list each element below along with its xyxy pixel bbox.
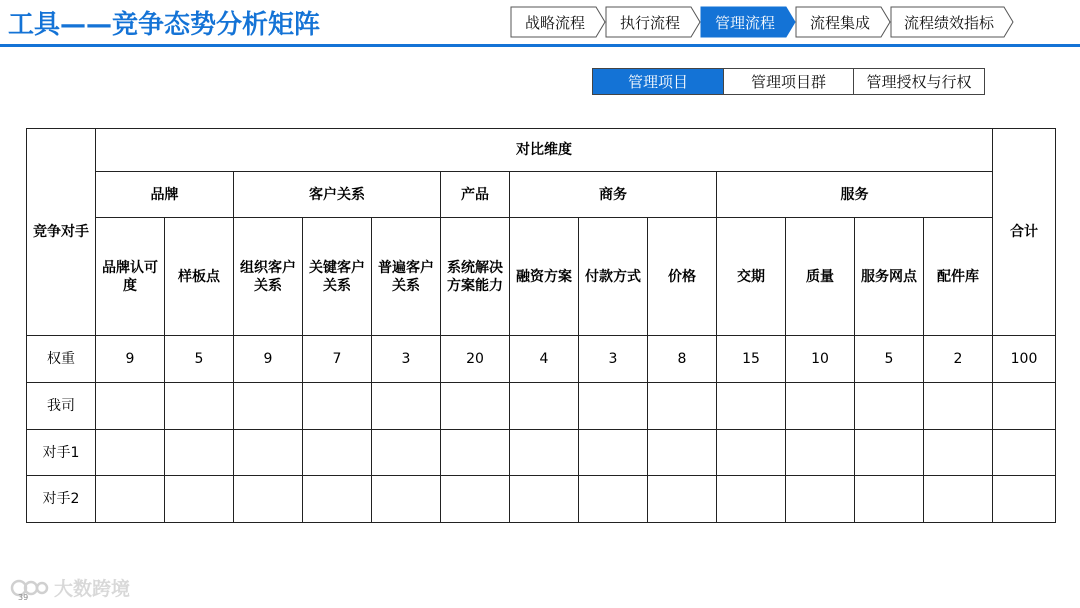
score-cell[interactable]	[717, 383, 786, 430]
score-cell[interactable]	[441, 383, 510, 430]
score-cell[interactable]	[303, 383, 372, 430]
score-cell[interactable]	[372, 476, 441, 523]
weight-cell: 20	[441, 336, 510, 383]
score-cell[interactable]	[510, 430, 579, 476]
weight-cell: 15	[717, 336, 786, 383]
total-header: 合计	[993, 129, 1056, 336]
group-header: 客户关系	[234, 172, 441, 218]
score-cell[interactable]	[96, 430, 165, 476]
chevron-label: 执行流程	[619, 13, 680, 32]
weight-cell: 5	[855, 336, 924, 383]
weight-cell: 3	[372, 336, 441, 383]
row-label: 我司	[27, 383, 96, 430]
weight-cell: 10	[786, 336, 855, 383]
table-row-our-company	[27, 383, 1056, 430]
tab-manage-authorization[interactable]: 管理授权与行权	[854, 69, 984, 94]
chevron-integration[interactable]	[795, 6, 891, 38]
weight-cell: 4	[510, 336, 579, 383]
column-header: 服务网点	[855, 218, 924, 336]
page-title: 工具——竞争态势分析矩阵	[8, 10, 321, 40]
score-cell[interactable]	[441, 430, 510, 476]
tab-manage-program[interactable]: 管理项目群	[724, 69, 854, 94]
score-cell[interactable]	[648, 476, 717, 523]
weight-cell: 8	[648, 336, 717, 383]
sub-tabs	[592, 68, 985, 95]
corner-header: 竞争对手	[27, 129, 96, 336]
score-cell[interactable]	[441, 476, 510, 523]
chevron-label: 战略流程	[524, 13, 585, 32]
column-header: 交期	[717, 218, 786, 336]
score-cell[interactable]	[234, 430, 303, 476]
total-cell[interactable]	[993, 383, 1056, 430]
weight-cell: 7	[303, 336, 372, 383]
score-cell[interactable]	[372, 383, 441, 430]
chevron-management[interactable]	[700, 6, 796, 38]
table-row-competitor-2	[27, 476, 1056, 523]
weight-cell: 5	[165, 336, 234, 383]
score-cell[interactable]	[717, 430, 786, 476]
total-cell[interactable]	[993, 476, 1056, 523]
weight-cell: 9	[96, 336, 165, 383]
score-cell[interactable]	[165, 430, 234, 476]
score-cell[interactable]	[165, 383, 234, 430]
score-cell[interactable]	[510, 476, 579, 523]
weight-cell: 3	[579, 336, 648, 383]
score-cell[interactable]	[924, 383, 993, 430]
group-header: 商务	[510, 172, 717, 218]
score-cell[interactable]	[786, 476, 855, 523]
score-cell[interactable]	[924, 430, 993, 476]
score-cell[interactable]	[648, 383, 717, 430]
score-cell[interactable]	[717, 476, 786, 523]
column-header: 付款方式	[579, 218, 648, 336]
score-cell[interactable]	[924, 476, 993, 523]
column-header: 关键客户关系	[303, 218, 372, 336]
chevron-label: 流程绩效指标	[903, 13, 994, 32]
score-cell[interactable]	[579, 383, 648, 430]
table-row-competitor-1	[27, 430, 1056, 476]
score-cell[interactable]	[303, 476, 372, 523]
chevron-label: 流程集成	[809, 13, 870, 32]
column-header: 系统解决方案能力	[441, 218, 510, 336]
score-cell[interactable]	[165, 476, 234, 523]
weight-total-cell: 100	[993, 336, 1056, 383]
score-cell[interactable]	[372, 430, 441, 476]
title-underline	[0, 44, 1080, 47]
row-label: 对手1	[27, 430, 96, 476]
group-header: 品牌	[96, 172, 234, 218]
watermark-text: 大数跨境	[54, 578, 131, 600]
score-cell[interactable]	[786, 383, 855, 430]
watermark-logo-icon	[10, 577, 50, 599]
table-row-weight	[27, 336, 1056, 383]
page-number: 39	[18, 593, 29, 602]
total-cell[interactable]	[993, 430, 1056, 476]
column-header: 组织客户关系	[234, 218, 303, 336]
row-label: 对手2	[27, 476, 96, 523]
group-header: 产品	[441, 172, 510, 218]
group-header: 服务	[717, 172, 993, 218]
score-cell[interactable]	[855, 383, 924, 430]
chevron-label: 管理流程	[714, 13, 775, 32]
score-cell[interactable]	[303, 430, 372, 476]
tab-manage-project[interactable]: 管理项目	[593, 69, 724, 94]
score-cell[interactable]	[96, 383, 165, 430]
row-label: 权重	[27, 336, 96, 383]
competition-matrix	[26, 128, 1056, 523]
score-cell[interactable]	[855, 476, 924, 523]
score-cell[interactable]	[786, 430, 855, 476]
column-header: 品牌认可度	[96, 218, 165, 336]
score-cell[interactable]	[96, 476, 165, 523]
chevron-kpi[interactable]	[890, 6, 1014, 38]
chevron-strategy[interactable]	[510, 6, 606, 38]
dimension-header: 对比维度	[96, 129, 993, 172]
weight-cell: 2	[924, 336, 993, 383]
column-header: 融资方案	[510, 218, 579, 336]
column-header: 样板点	[165, 218, 234, 336]
column-header: 质量	[786, 218, 855, 336]
score-cell[interactable]	[855, 430, 924, 476]
score-cell[interactable]	[579, 430, 648, 476]
column-header: 价格	[648, 218, 717, 336]
column-header: 配件库	[924, 218, 993, 336]
score-cell[interactable]	[579, 476, 648, 523]
chevron-execution[interactable]	[605, 6, 701, 38]
score-cell[interactable]	[648, 430, 717, 476]
score-cell[interactable]	[234, 476, 303, 523]
column-header: 普遍客户关系	[372, 218, 441, 336]
score-cell[interactable]	[234, 383, 303, 430]
score-cell[interactable]	[510, 383, 579, 430]
weight-cell: 9	[234, 336, 303, 383]
